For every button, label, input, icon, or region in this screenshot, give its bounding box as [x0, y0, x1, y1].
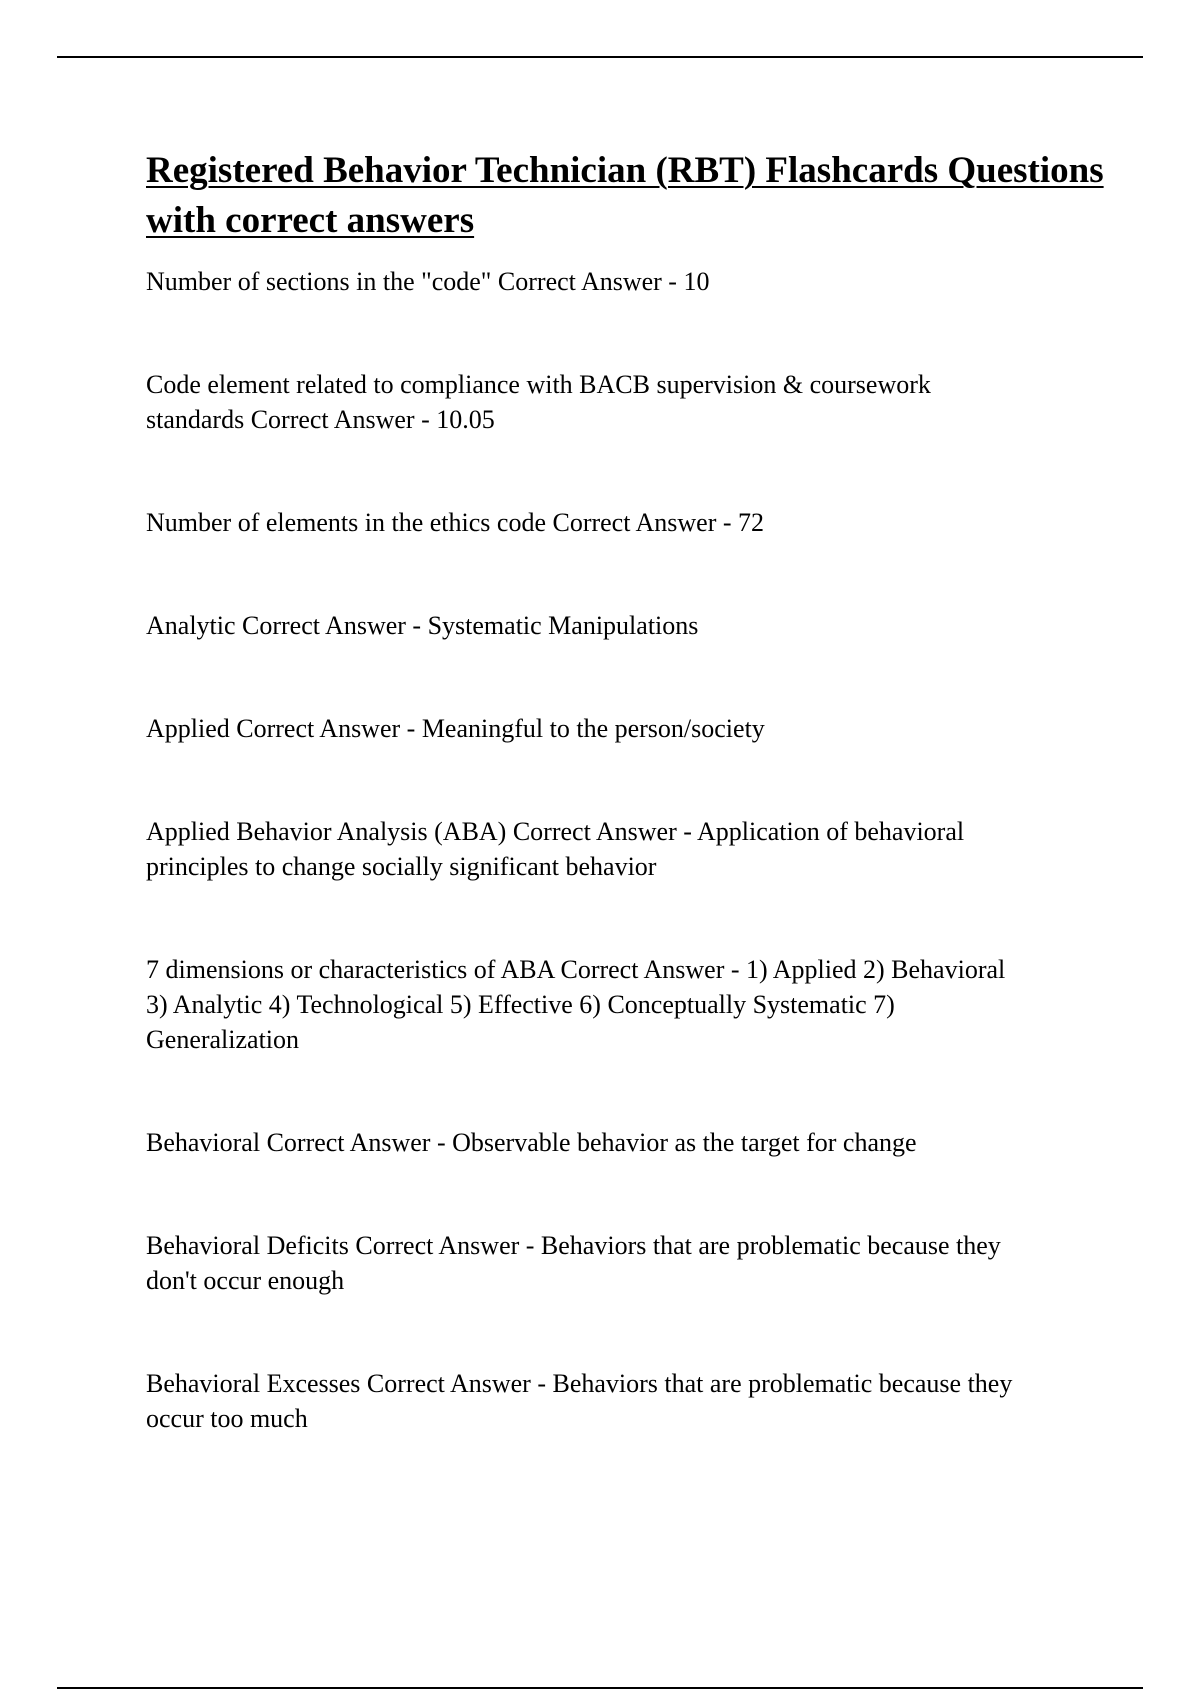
flashcard-item: Number of sections in the "code" Correct Answer - 10	[146, 267, 710, 296]
flashcard-item: Number of elements in the ethics code Correct Answer - 72	[146, 508, 765, 537]
flashcard-item: Behavioral Excesses Correct Answer - Behaviors that are problematic because they occur too much	[146, 1369, 1013, 1433]
document-title: Registered Behavior Technician (RBT) Flashcards Questions with correct answers	[146, 150, 1104, 241]
flashcard-item: Behavioral Deficits Correct Answer - Behaviors that are problematic because they don't occur enough	[146, 1231, 1001, 1295]
page-footer-rule	[57, 1687, 1143, 1689]
flashcard-item: Behavioral Correct Answer - Observable behavior as the target for change	[146, 1128, 917, 1157]
flashcard-item: Applied Correct Answer - Meaningful to the person/society	[146, 714, 765, 743]
flashcard-item: Code element related to compliance with BACB supervision & coursework standards Correct Answer - 10.05	[146, 370, 931, 434]
flashcard-item: 7 dimensions or characteristics of ABA Correct Answer - 1) Applied 2) Behavioral 3) Analytic 4) Technological 5) Effective 6) Conceptually Systematic 7) Generalization	[146, 955, 1006, 1054]
flashcard-item: Applied Behavior Analysis (ABA) Correct Answer - Application of behavioral principles to change socially significant behavior	[146, 817, 965, 881]
flashcard-list	[146, 264, 1106, 1436]
document-body	[146, 146, 1106, 1504]
flashcard-item: Analytic Correct Answer - Systematic Manipulations	[146, 611, 699, 640]
page-header-rule	[57, 56, 1143, 58]
